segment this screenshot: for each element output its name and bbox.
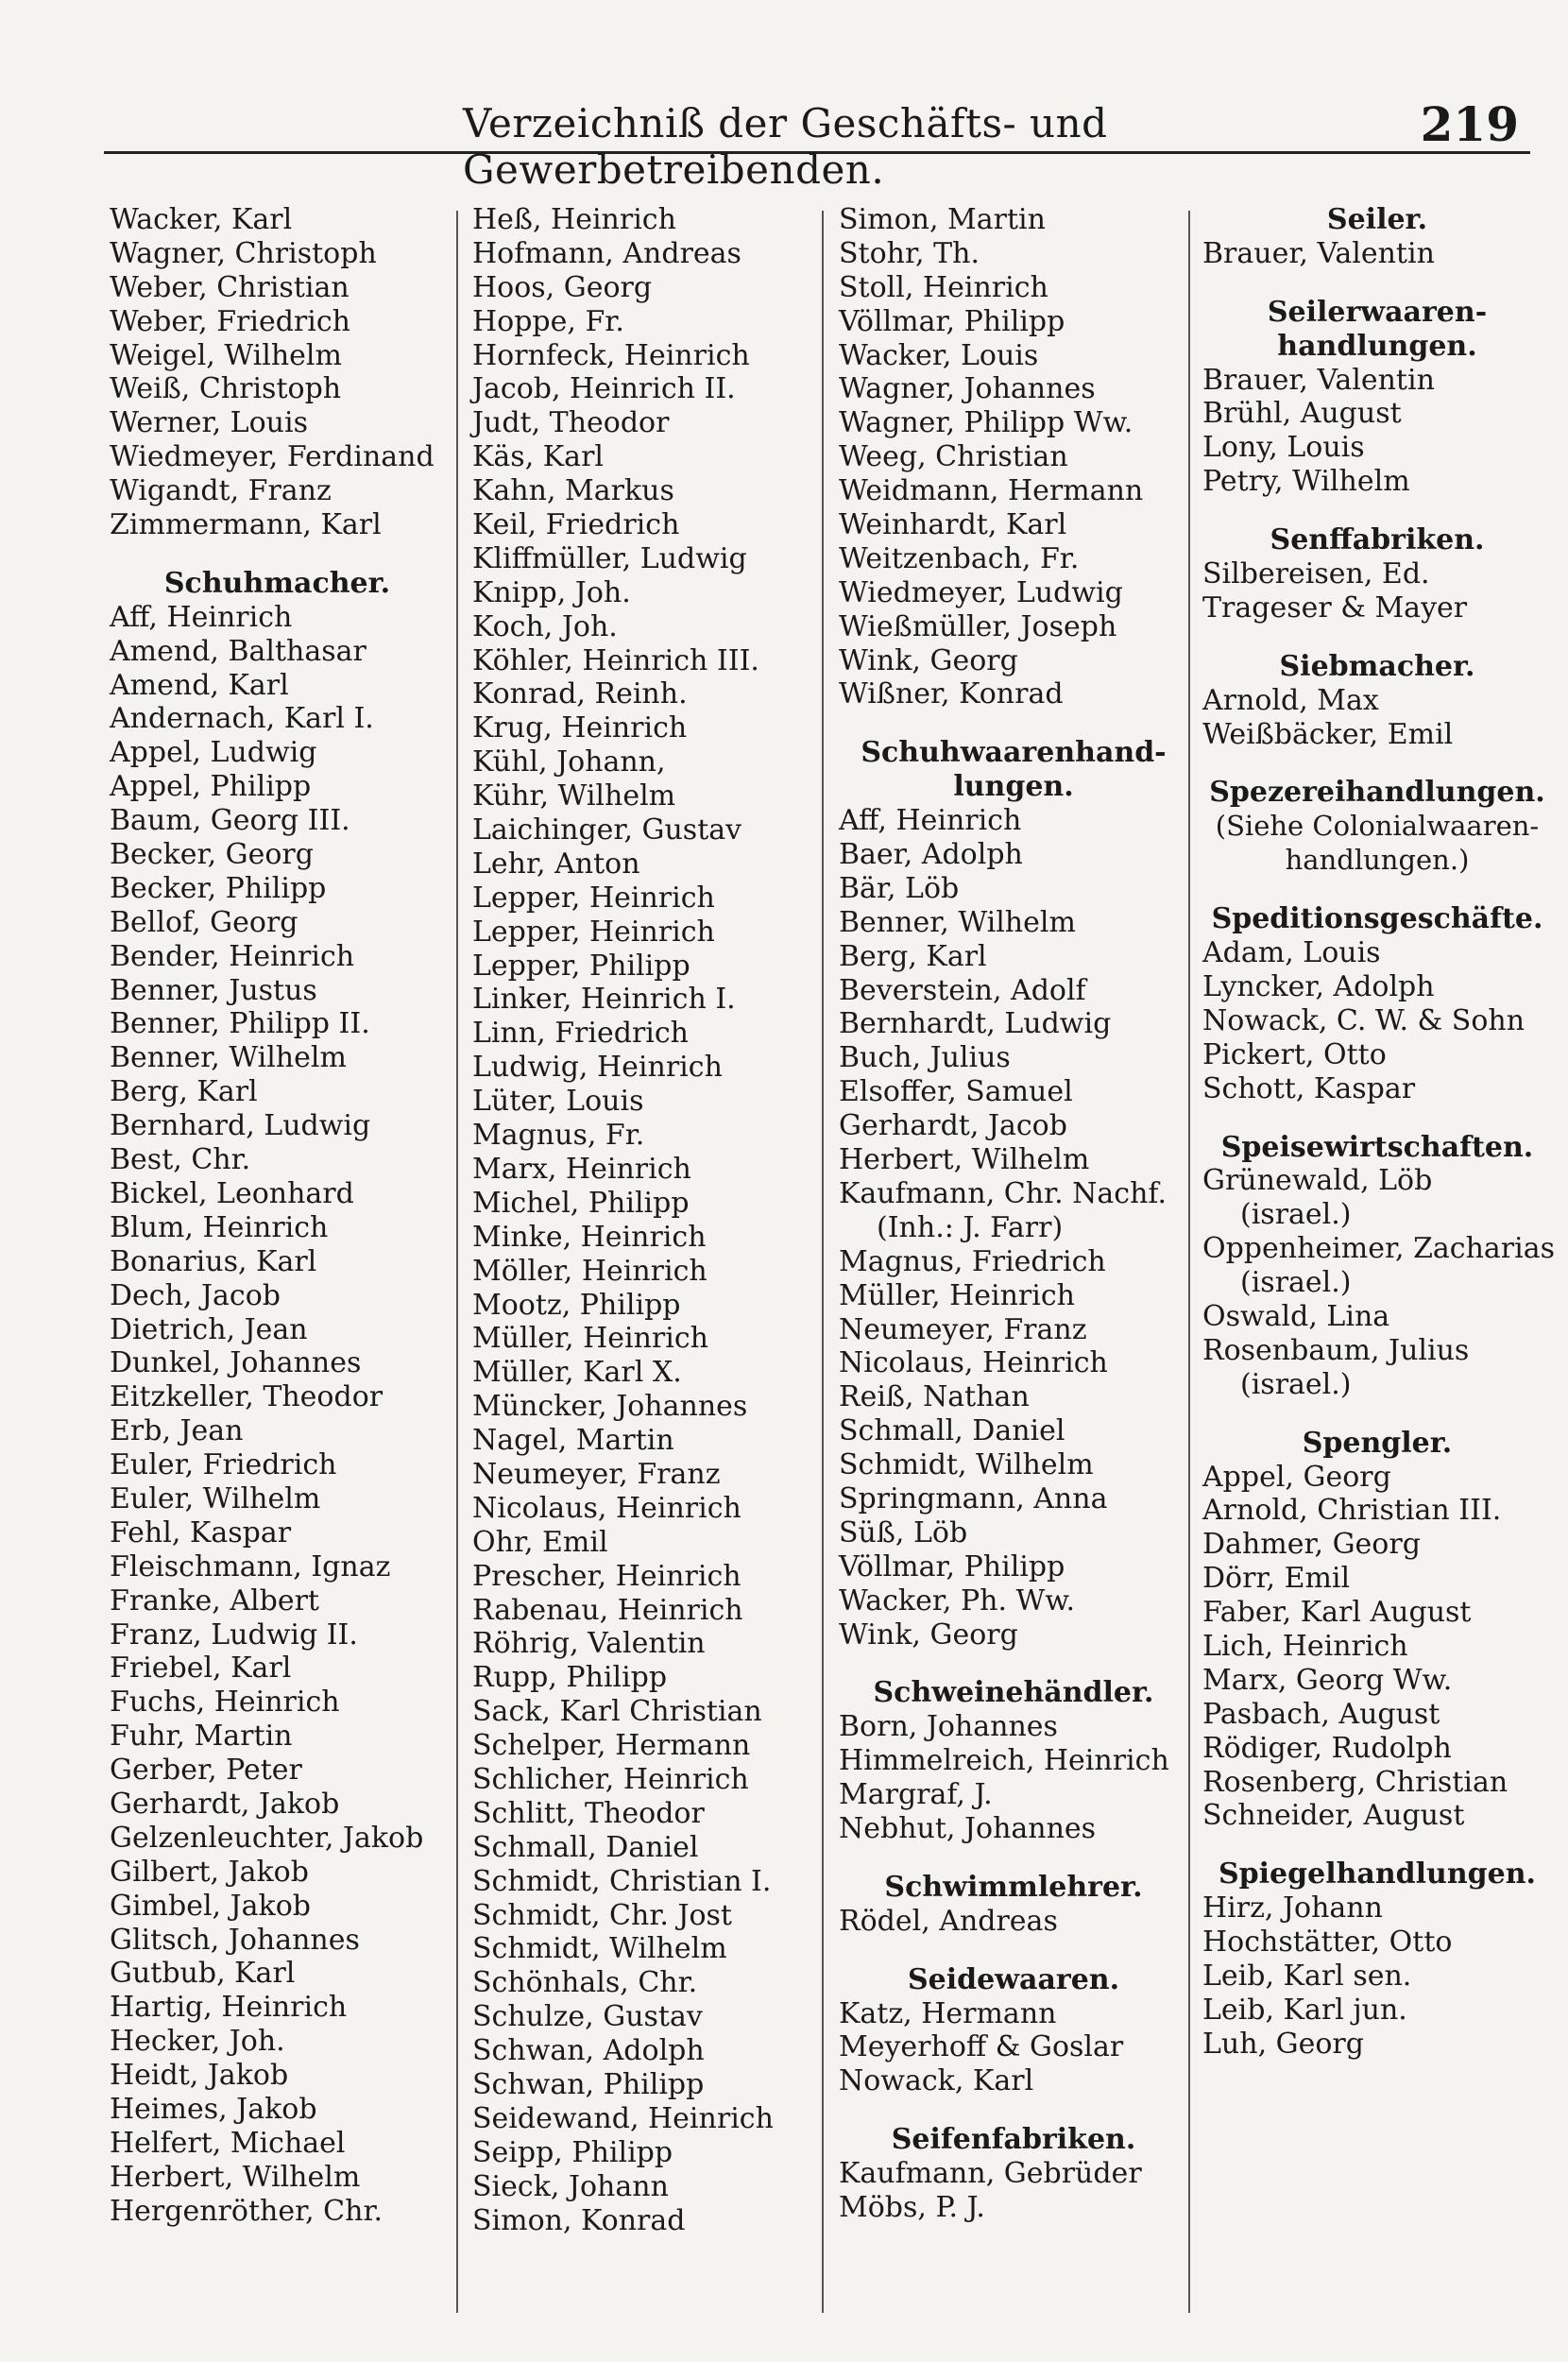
directory-entry: Nicolaus, Heinrich — [839, 1346, 1108, 1380]
directory-entry: Gerhardt, Jakob — [110, 1787, 340, 1821]
directory-entry: Stohr, Th. — [839, 236, 980, 270]
directory-entry: Pickert, Otto — [1202, 1037, 1387, 1071]
directory-entry: Schmall, Daniel — [472, 1830, 699, 1864]
directory-entry: Schelper, Hermann — [472, 1729, 751, 1763]
directory-entry: Marx, Georg Ww. — [1202, 1663, 1453, 1697]
section-heading: Seiler. — [1326, 203, 1428, 236]
directory-entry: Weber, Friedrich — [110, 304, 350, 338]
directory-entry: Möller, Heinrich — [472, 1254, 707, 1288]
directory-entry: Weißbäcker, Emil — [1202, 717, 1454, 751]
directory-entry: Becker, Philipp — [110, 871, 327, 905]
directory-entry: Weitzenbach, Fr. — [839, 541, 1080, 575]
directory-entry: Hartig, Heinrich — [110, 1991, 348, 2025]
directory-entry: Appel, Philipp — [110, 770, 312, 804]
directory-entry: Adam, Louis — [1202, 936, 1381, 970]
directory-entry: Silbereisen, Ed. — [1202, 557, 1430, 591]
section-heading: Speditionsgeschäfte. — [1211, 902, 1543, 936]
directory-entry: Springmann, Anna — [839, 1481, 1108, 1515]
directory-entry: Berg, Karl — [839, 939, 987, 973]
directory-entry: Lehr, Anton — [472, 847, 640, 881]
directory-entry: Petry, Wilhelm — [1202, 465, 1410, 499]
directory-entry: Meyerhoff & Goslar — [839, 2030, 1124, 2064]
directory-entry: Himmelreich, Heinrich — [839, 1744, 1169, 1778]
directory-entry: Dietrich, Jean — [110, 1312, 308, 1346]
directory-entry: Wagner, Philipp Ww. — [839, 406, 1133, 440]
directory-entry: Wacker, Karl — [110, 203, 293, 236]
directory-entry: Arnold, Max — [1202, 683, 1379, 717]
directory-entry: Elsoffer, Samuel — [839, 1075, 1073, 1109]
directory-entry: Brühl, August — [1202, 397, 1402, 431]
directory-entry: Konrad, Reinh. — [472, 677, 688, 711]
directory-entry: Mootz, Philipp — [472, 1288, 681, 1322]
directory-entry: Bär, Löb — [839, 871, 960, 905]
directory-entry: Lony, Louis — [1202, 431, 1365, 465]
directory-entry: Wink, Georg — [839, 1617, 1018, 1652]
directory-entry: Fuchs, Heinrich — [110, 1686, 340, 1720]
directory-entry: Amend, Balthasar — [110, 634, 366, 668]
directory-entry: Linker, Heinrich I. — [472, 983, 736, 1017]
directory-entry: Schmall, Daniel — [839, 1414, 1065, 1448]
directory-entry: Rupp, Philipp — [472, 1661, 668, 1695]
directory-entry: Laichinger, Gustav — [472, 813, 742, 847]
section-heading-cont: lungen. — [953, 770, 1074, 804]
directory-column-3 — [839, 203, 1188, 2225]
section-heading: Spengler. — [1302, 1426, 1453, 1460]
directory-entry: Wagner, Christoph — [110, 236, 377, 270]
directory-entry: Bender, Heinrich — [110, 939, 355, 973]
directory-entry: Kaufmann, Gebrüder — [839, 2157, 1142, 2191]
directory-entry: Wagner, Johannes — [839, 372, 1096, 406]
directory-entry: Wiedmeyer, Ferdinand — [110, 440, 435, 474]
directory-entry: Fleischmann, Ignaz — [110, 1549, 391, 1583]
directory-entry: Kaufmann, Chr. Nachf. — [839, 1176, 1167, 1210]
directory-entry: Blum, Heinrich — [110, 1210, 329, 1244]
directory-entry: Heidt, Jakob — [110, 2059, 289, 2093]
directory-entry: Wißner, Konrad — [839, 677, 1064, 711]
directory-entry: Aff, Heinrich — [839, 804, 1022, 838]
directory-entry: Appel, Ludwig — [110, 736, 317, 770]
directory-entry: Müller, Karl X. — [472, 1356, 682, 1390]
section-heading: Schweinehändler. — [873, 1676, 1154, 1710]
directory-entry: Michel, Philipp — [472, 1186, 690, 1220]
directory-entry: Schmidt, Christian I. — [472, 1864, 772, 1898]
directory-entry: Gerber, Peter — [110, 1754, 302, 1788]
directory-entry: Lüter, Louis — [472, 1085, 644, 1119]
directory-entry: Bonarius, Karl — [110, 1244, 317, 1278]
directory-entry: Rabenau, Heinrich — [472, 1593, 743, 1627]
directory-columns — [0, 203, 1568, 2319]
directory-entry: Nowack, Karl — [839, 2064, 1034, 2098]
directory-column-4 — [1202, 203, 1556, 2062]
directory-entry: Knipp, Joh. — [472, 575, 631, 609]
directory-entry: Aff, Heinrich — [110, 600, 293, 634]
directory-entry: Trageser & Mayer — [1202, 590, 1468, 625]
directory-entry: Hirz, Johann — [1202, 1891, 1383, 1926]
directory-entry: Seidewand, Heinrich — [472, 2101, 774, 2135]
section-heading: Spezereihandlungen. — [1209, 776, 1545, 810]
directory-entry: Koch, Joh. — [472, 609, 618, 643]
section-note: handlungen.) — [1285, 844, 1470, 877]
directory-entry: Hergenröther, Chr. — [110, 2194, 383, 2228]
directory-entry: Amend, Karl — [110, 668, 289, 702]
directory-entry: Kahn, Markus — [472, 474, 674, 508]
directory-entry: Schönhals, Chr. — [472, 1966, 698, 2000]
directory-entry: Jacob, Heinrich II. — [472, 372, 736, 406]
directory-entry: Wiedmeyer, Ludwig — [839, 575, 1123, 609]
directory-entry: Wießmüller, Joseph — [839, 609, 1117, 643]
directory-entry: Krug, Heinrich — [472, 711, 688, 745]
directory-entry: Sack, Karl Christian — [472, 1695, 762, 1729]
directory-entry: Brauer, Valentin — [1202, 363, 1435, 397]
directory-entry: Simon, Martin — [839, 203, 1046, 236]
directory-entry: Euler, Wilhelm — [110, 1481, 321, 1515]
column-rule — [456, 211, 458, 2313]
page-number: 219 — [1420, 96, 1519, 152]
directory-entry: Wigandt, Franz — [110, 474, 332, 508]
directory-entry: Arnold, Christian III. — [1202, 1494, 1502, 1528]
directory-entry: Berg, Karl — [110, 1075, 258, 1109]
section-note: (Siehe Colonialwaaren- — [1215, 810, 1540, 843]
directory-entry: Simon, Konrad — [472, 2203, 686, 2237]
directory-entry: Schwan, Adolph — [472, 2034, 705, 2068]
directory-entry: Euler, Friedrich — [110, 1448, 337, 1482]
directory-entry: Wacker, Louis — [839, 338, 1039, 372]
directory-entry: Hornfeck, Heinrich — [472, 338, 750, 372]
directory-entry: Neumeyer, Franz — [839, 1312, 1087, 1346]
section-heading: Seifenfabriken. — [891, 2123, 1136, 2157]
directory-entry: Weidmann, Hermann — [839, 474, 1144, 508]
section-heading: Schwimmlehrer. — [884, 1870, 1143, 1904]
directory-entry: Franke, Albert — [110, 1583, 319, 1617]
directory-entry: Benner, Wilhelm — [839, 905, 1076, 939]
directory-entry: Gimbel, Jakob — [110, 1889, 311, 1923]
directory-entry: Fehl, Kaspar — [110, 1515, 292, 1549]
directory-entry: Glitsch, Johannes — [110, 1923, 360, 1957]
directory-entry: Franz, Ludwig II. — [110, 1617, 358, 1652]
directory-entry: Schlitt, Theodor — [472, 1796, 705, 1830]
directory-entry: Köhler, Heinrich III. — [472, 643, 759, 677]
directory-entry: Werner, Louis — [110, 406, 308, 440]
directory-entry: Bernhardt, Ludwig — [839, 1007, 1112, 1041]
directory-entry: Lepper, Heinrich — [472, 881, 715, 915]
directory-entry: Schmidt, Wilhelm — [472, 1932, 727, 1966]
directory-entry: Luh, Georg — [1202, 2027, 1364, 2061]
directory-entry: Herbert, Wilhelm — [110, 2160, 361, 2194]
directory-entry: Rosenbaum, Julius — [1202, 1333, 1470, 1367]
directory-entry: Minke, Heinrich — [472, 1220, 707, 1254]
directory-entry: Baum, Georg III. — [110, 804, 350, 838]
directory-entry: Schlicher, Heinrich — [472, 1762, 749, 1796]
directory-entry: Benner, Philipp II. — [110, 1007, 370, 1041]
directory-entry: Gutbub, Karl — [110, 1957, 296, 1991]
directory-entry: Schmidt, Chr. Jost — [472, 1898, 732, 1932]
directory-entry: (Inh.: J. Farr) — [877, 1210, 1064, 1244]
directory-entry: Beverstein, Adolf — [839, 973, 1086, 1007]
directory-entry: Lepper, Philipp — [472, 949, 690, 983]
directory-entry: Sieck, Johann — [472, 2169, 669, 2203]
directory-entry: Lyncker, Adolph — [1202, 969, 1435, 1003]
directory-entry: Ohr, Emil — [472, 1525, 608, 1559]
directory-column-1 — [110, 203, 445, 2229]
directory-entry: Eitzkeller, Theodor — [110, 1380, 383, 1414]
directory-entry: Schneider, August — [1202, 1799, 1465, 1833]
directory-entry: Käs, Karl — [472, 440, 604, 474]
directory-entry: Nicolaus, Heinrich — [472, 1491, 741, 1525]
directory-entry: Bernhard, Ludwig — [110, 1109, 371, 1143]
directory-entry: Erb, Jean — [110, 1414, 244, 1448]
directory-entry: (israel.) — [1240, 1266, 1352, 1300]
directory-entry: Judt, Theodor — [472, 406, 670, 440]
directory-entry: Möbs, P. J. — [839, 2190, 985, 2224]
directory-entry: Kühr, Wilhelm — [472, 779, 676, 813]
directory-entry: Hoos, Georg — [472, 270, 653, 304]
directory-entry: Benner, Justus — [110, 973, 317, 1007]
directory-entry: Weigel, Wilhelm — [110, 338, 342, 372]
directory-entry: Gelzenleuchter, Jakob — [110, 1821, 424, 1855]
directory-entry: Weeg, Christian — [839, 440, 1068, 474]
directory-entry: Leib, Karl sen. — [1202, 1960, 1412, 1993]
directory-entry: Rödel, Andreas — [839, 1904, 1058, 1938]
directory-entry: Benner, Wilhelm — [110, 1041, 347, 1075]
directory-entry: Pasbach, August — [1202, 1697, 1440, 1731]
directory-entry: Nowack, C. W. & Sohn — [1202, 1003, 1525, 1037]
directory-entry: Heimes, Jakob — [110, 2092, 317, 2126]
directory-entry: Müncker, Johannes — [472, 1390, 748, 1424]
directory-entry: Schulze, Gustav — [472, 2000, 703, 2034]
directory-entry: Katz, Hermann — [839, 1996, 1057, 2030]
section-heading: Siebmacher. — [1279, 649, 1475, 683]
directory-entry: Völlmar, Philipp — [839, 1549, 1065, 1583]
directory-entry: Marx, Heinrich — [472, 1152, 691, 1186]
directory-entry: Buch, Julius — [839, 1041, 1011, 1075]
directory-entry: Herbert, Wilhelm — [839, 1143, 1090, 1177]
directory-entry: Friebel, Karl — [110, 1652, 292, 1686]
section-heading: Senffabriken. — [1270, 523, 1485, 557]
directory-entry: Lepper, Heinrich — [472, 915, 715, 949]
directory-entry: Oswald, Lina — [1202, 1299, 1390, 1333]
directory-entry: Fuhr, Martin — [110, 1720, 293, 1754]
directory-entry: Appel, Georg — [1202, 1460, 1391, 1494]
directory-entry: Hecker, Joh. — [110, 2025, 285, 2059]
directory-entry: Faber, Karl August — [1202, 1596, 1472, 1630]
directory-entry: (israel.) — [1240, 1198, 1352, 1232]
directory-entry: Gerhardt, Jacob — [839, 1109, 1067, 1143]
directory-column-2 — [472, 203, 817, 2237]
directory-entry: Weiß, Christoph — [110, 372, 342, 406]
directory-entry: Dahmer, Georg — [1202, 1528, 1421, 1562]
directory-entry: Kliffmüller, Ludwig — [472, 541, 747, 575]
directory-entry: Dunkel, Johannes — [110, 1346, 362, 1380]
directory-entry: Grünewald, Löb — [1202, 1164, 1433, 1198]
directory-entry: Born, Johannes — [839, 1710, 1058, 1744]
directory-entry: Becker, Georg — [110, 838, 314, 872]
directory-entry: Keil, Friedrich — [472, 508, 680, 542]
directory-entry: Hochstätter, Otto — [1202, 1926, 1453, 1960]
directory-entry: Gilbert, Jakob — [110, 1855, 309, 1889]
directory-entry: Hofmann, Andreas — [472, 236, 741, 270]
directory-entry: Leib, Karl jun. — [1202, 1993, 1407, 2027]
directory-entry: Nagel, Martin — [472, 1424, 674, 1458]
directory-entry: Dech, Jacob — [110, 1278, 281, 1312]
page-header — [104, 94, 1530, 193]
directory-entry: Neumeyer, Franz — [472, 1457, 721, 1491]
directory-entry: Wacker, Ph. Ww. — [839, 1583, 1076, 1617]
directory-entry: Prescher, Heinrich — [472, 1559, 741, 1593]
section-heading: Spiegelhandlungen. — [1219, 1857, 1536, 1891]
directory-entry: Schott, Kaspar — [1202, 1071, 1416, 1105]
directory-entry: Margraf, J. — [839, 1778, 993, 1812]
directory-entry: Reiß, Nathan — [839, 1380, 1030, 1414]
directory-entry: Bickel, Leonhard — [110, 1176, 354, 1210]
directory-entry: Baer, Adolph — [839, 838, 1023, 872]
directory-entry: Heß, Heinrich — [472, 203, 676, 236]
directory-entry: Schwan, Philipp — [472, 2067, 705, 2101]
directory-entry: Oppenheimer, Zacharias — [1202, 1232, 1556, 1266]
directory-entry: Best, Chr. — [110, 1143, 251, 1177]
column-rule — [1188, 211, 1190, 2313]
directory-entry: Zimmermann, Karl — [110, 508, 382, 542]
directory-entry: Weinhardt, Karl — [839, 508, 1067, 542]
directory-entry: Magnus, Friedrich — [839, 1244, 1106, 1278]
section-heading: Speisewirtschaften. — [1220, 1130, 1534, 1164]
section-heading: Seilerwaaren- — [1267, 295, 1488, 329]
directory-entry: Weber, Christian — [110, 270, 349, 304]
directory-entry: (israel.) — [1240, 1367, 1352, 1401]
directory-entry: Müller, Heinrich — [839, 1278, 1075, 1312]
section-heading: Schuhmacher. — [163, 566, 391, 600]
directory-entry: Röhrig, Valentin — [472, 1627, 706, 1661]
directory-entry: Linn, Friedrich — [472, 1017, 689, 1051]
directory-entry: Helfert, Michael — [110, 2126, 346, 2160]
directory-entry: Kühl, Johann, — [472, 745, 666, 779]
section-heading: Seidewaaren. — [907, 1962, 1120, 1996]
directory-entry: Wink, Georg — [839, 643, 1018, 677]
directory-entry: Lich, Heinrich — [1202, 1629, 1408, 1663]
directory-entry: Völlmar, Philipp — [839, 304, 1065, 338]
directory-entry: Bellof, Georg — [110, 905, 298, 939]
directory-entry: Rosenberg, Christian — [1202, 1765, 1508, 1799]
directory-entry: Dörr, Emil — [1202, 1562, 1351, 1596]
section-heading-cont: handlungen. — [1277, 329, 1477, 363]
directory-entry: Magnus, Fr. — [472, 1119, 645, 1153]
directory-entry: Andernach, Karl I. — [110, 702, 374, 736]
directory-entry: Stoll, Heinrich — [839, 270, 1048, 304]
section-heading: Schuhwaarenhand- — [861, 736, 1167, 770]
column-rule — [822, 211, 824, 2313]
directory-entry: Rödiger, Rudolph — [1202, 1731, 1452, 1765]
directory-entry: Brauer, Valentin — [1202, 236, 1435, 270]
directory-entry: Hoppe, Fr. — [472, 304, 624, 338]
directory-entry: Seipp, Philipp — [472, 2135, 673, 2169]
directory-entry: Schmidt, Wilhelm — [839, 1448, 1094, 1482]
directory-entry: Ludwig, Heinrich — [472, 1051, 723, 1085]
directory-entry: Müller, Heinrich — [472, 1322, 708, 1356]
running-title: Verzeichniß der Geschäfts- und Gewerbetreibenden. — [463, 100, 1108, 193]
directory-entry: Nebhut, Johannes — [839, 1811, 1097, 1845]
directory-entry: Süß, Löb — [839, 1515, 968, 1549]
